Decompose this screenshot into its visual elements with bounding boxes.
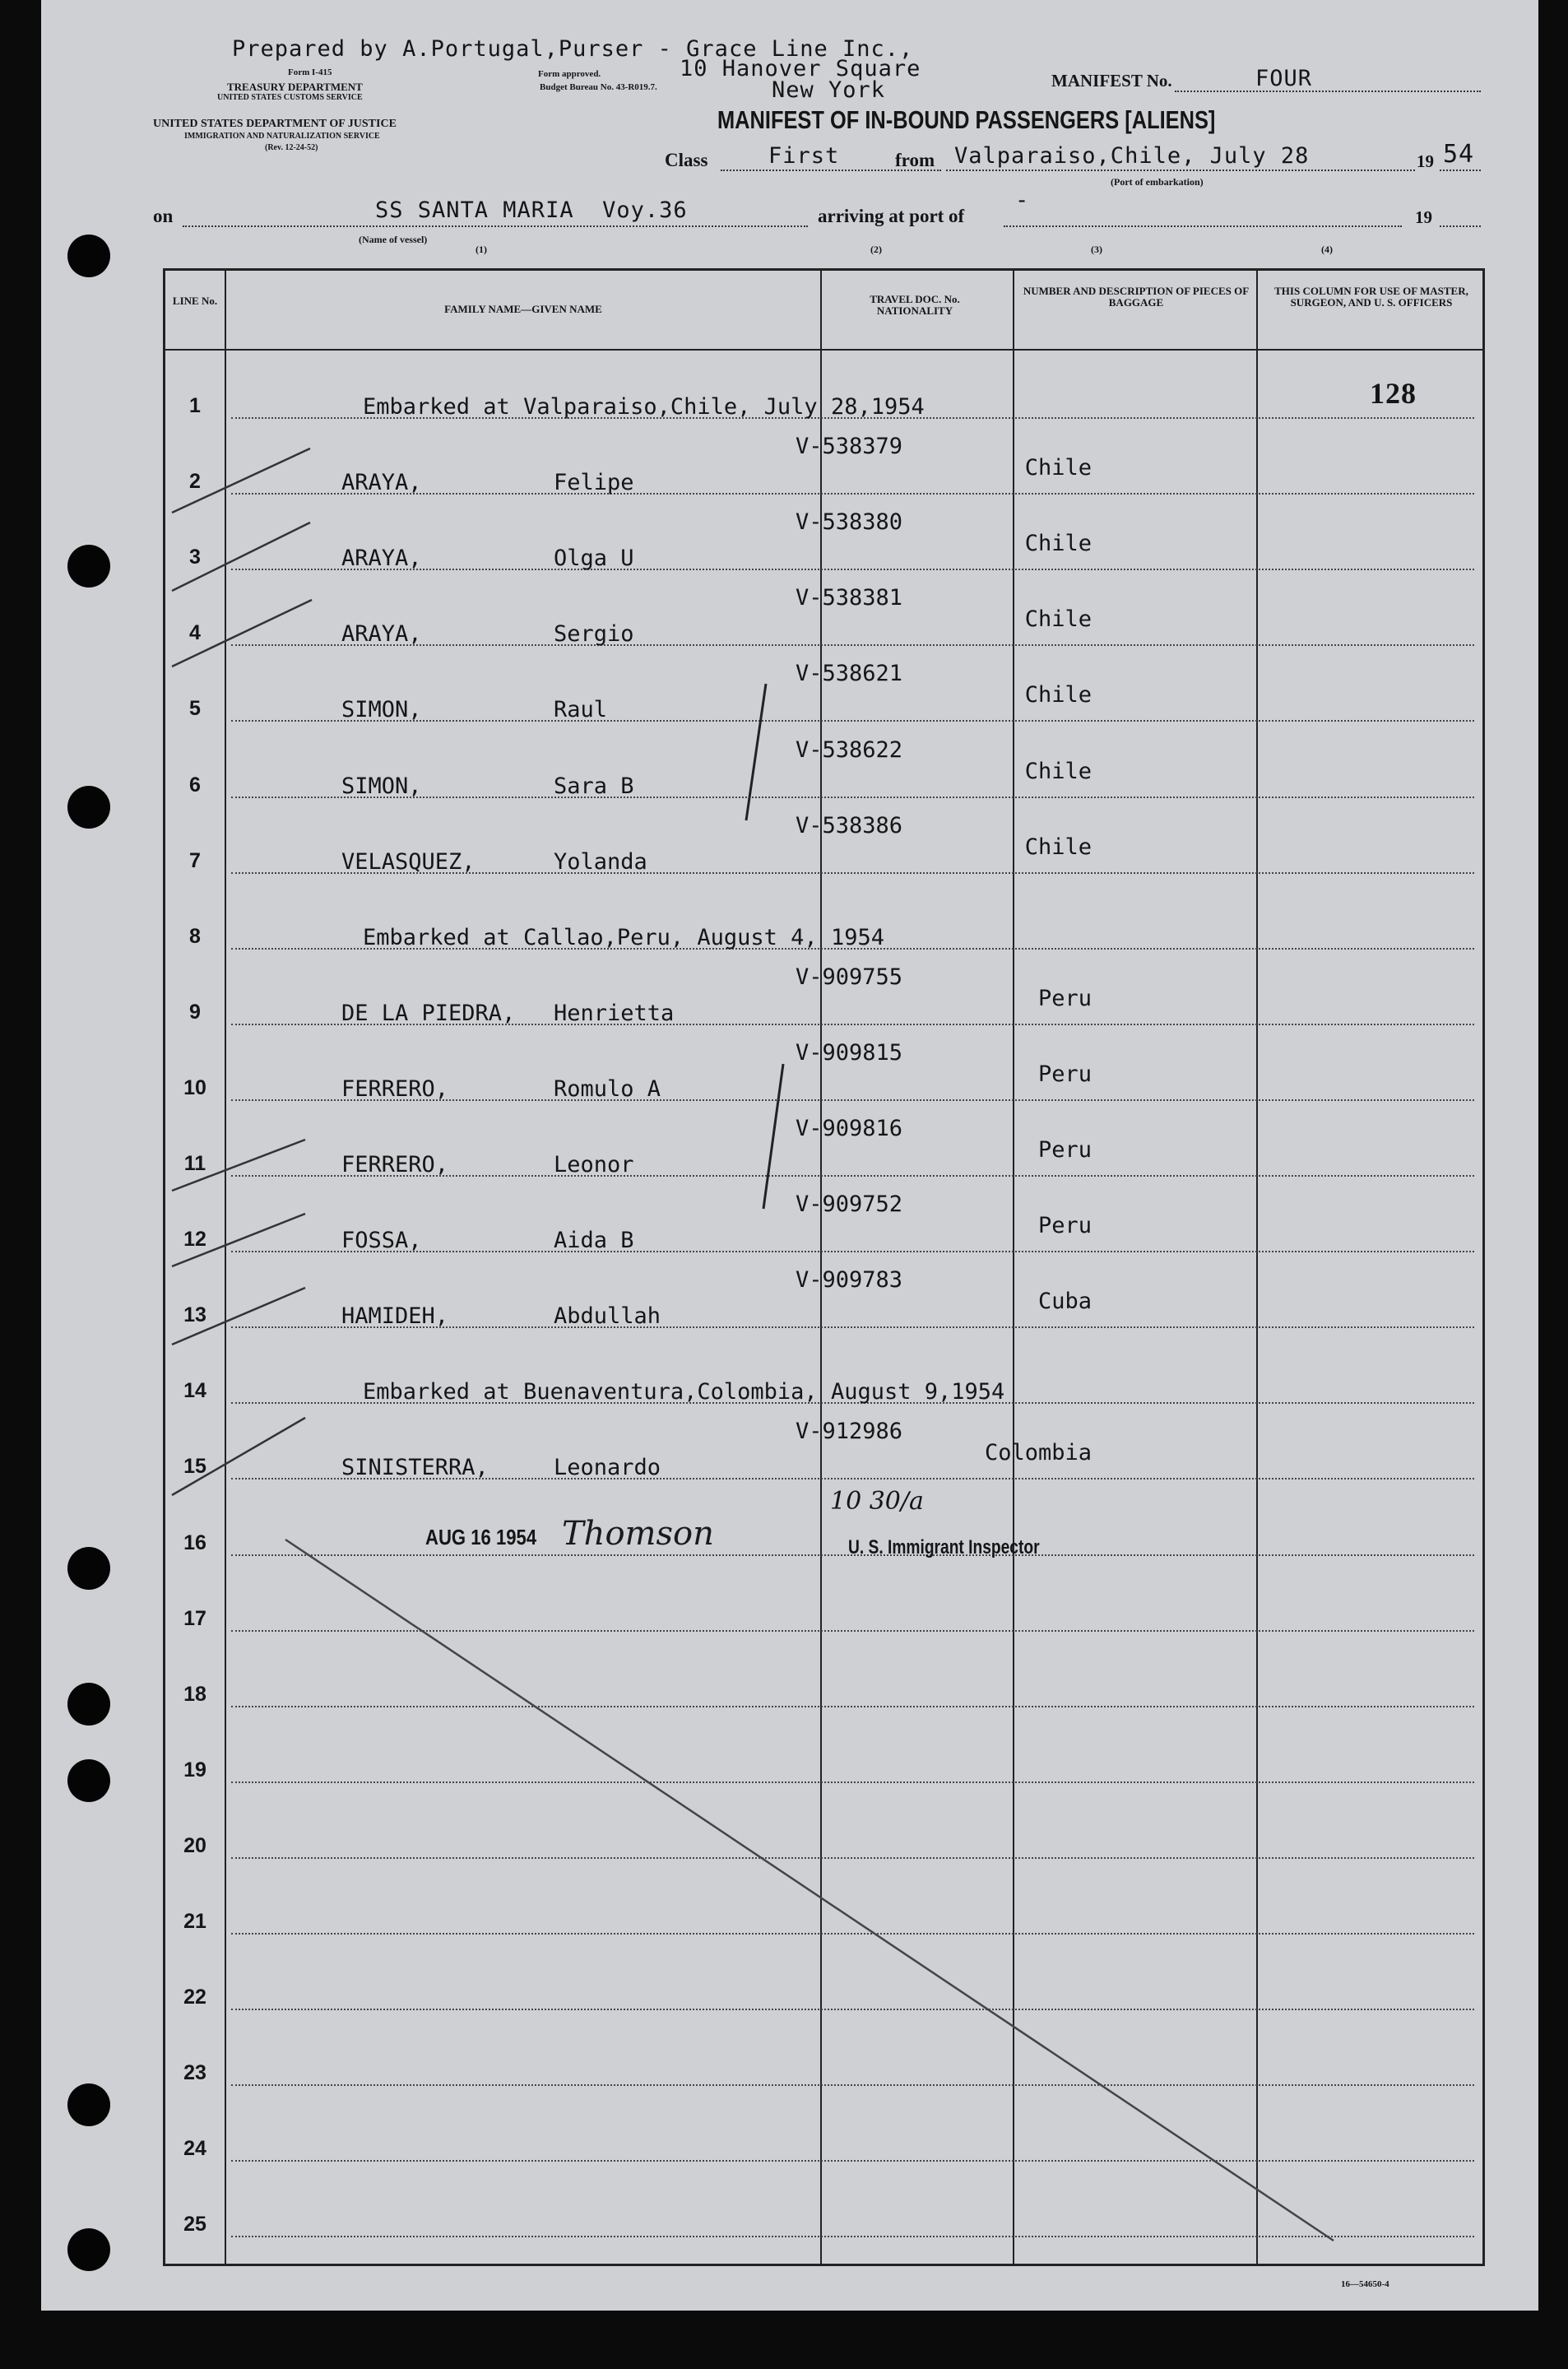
line-number: 18 <box>183 1682 206 1706</box>
nationality: Chile <box>1024 834 1092 860</box>
handwritten-marks <box>165 271 1482 2264</box>
justice-dept: UNITED STATES DEPARTMENT OF JUSTICE <box>153 118 397 130</box>
family-name: FOSSA, <box>341 1228 422 1254</box>
line-number: 14 <box>183 1379 206 1403</box>
line-number: 20 <box>183 1833 206 1857</box>
family-name: ARAYA, <box>341 621 422 648</box>
family-name: ARAYA, <box>341 546 422 572</box>
given-name: Henrietta <box>554 1000 675 1026</box>
arrival-date-stamp: AUG 16 1954 <box>425 1525 537 1549</box>
line-number: 6 <box>189 773 201 797</box>
embarkation-note: Embarked at Valparaiso,Chile, July 28,1954 <box>363 394 925 420</box>
line-number: 21 <box>183 1910 206 1933</box>
travel-doc-number: V-538386 <box>796 812 903 838</box>
nationality: Colombia <box>984 1440 1092 1466</box>
family-name: ARAYA, <box>341 470 422 496</box>
nationality: Chile <box>1024 455 1092 481</box>
passenger-table <box>163 268 1485 2266</box>
nationality: Chile <box>1024 758 1092 784</box>
nationality: Peru <box>1037 1061 1092 1087</box>
embarkation-note: Embarked at Callao,Peru, August 4, 1954 <box>363 924 884 950</box>
port-embark-caption: (Port of embarkation) <box>1111 176 1204 188</box>
given-name: Leonardo <box>554 1455 661 1481</box>
travel-doc-number: V-538622 <box>796 736 903 763</box>
travel-doc-number: V-538621 <box>796 661 903 687</box>
line-number: 9 <box>189 1000 201 1024</box>
col-header-name: FAMILY NAME—GIVEN NAME <box>444 303 602 315</box>
given-name: Yolanda <box>554 848 647 875</box>
arrival-year-prefix: 19 <box>1415 207 1432 227</box>
on-label: on <box>153 206 174 226</box>
travel-doc-number: V-909816 <box>796 1116 903 1141</box>
family-name: VELASQUEZ, <box>341 848 476 875</box>
line-number: 13 <box>183 1303 206 1327</box>
line-number: 16 <box>183 1531 206 1554</box>
given-name: Leonor <box>554 1152 634 1178</box>
manifest-title: MANIFEST OF IN-BOUND PASSENGERS [ALIENS] <box>717 105 1216 134</box>
line-number: 17 <box>183 1606 206 1630</box>
inspector-title: U. S. Immigrant Inspector <box>848 1536 1040 1558</box>
nationality: Peru <box>1037 1137 1092 1163</box>
vessel-name: SS SANTA MARIA Voy.36 <box>375 197 688 223</box>
line-number: 8 <box>189 924 201 948</box>
manifest-no-label: MANIFEST No. <box>1051 71 1172 91</box>
line-number: 4 <box>189 621 201 645</box>
line-number: 10 <box>183 1075 206 1099</box>
given-name: Romulo A <box>554 1075 661 1102</box>
punch-hole <box>67 235 110 277</box>
given-name: Sergio <box>554 621 634 648</box>
punch-hole <box>67 786 110 829</box>
manifest-number: FOUR <box>1255 66 1313 91</box>
col-num-1: (1) <box>476 244 487 255</box>
vessel-caption: (Name of vessel) <box>359 234 428 245</box>
travel-doc-number: V-538379 <box>796 434 903 460</box>
travel-doc-number: V-912986 <box>796 1419 903 1445</box>
family-name: SINISTERRA, <box>341 1455 489 1481</box>
nationality: Chile <box>1024 606 1092 633</box>
family-name: FERRERO, <box>341 1075 449 1102</box>
footer-code: 16—54650-4 <box>1341 2279 1389 2289</box>
revision: (Rev. 12-24-52) <box>265 143 318 152</box>
inspector-signature: Thomson <box>562 1515 714 1553</box>
punch-hole <box>67 1683 110 1726</box>
budget-bureau: Budget Bureau No. 43-R019.7. <box>540 82 657 92</box>
travel-doc-number: V-538381 <box>796 585 903 611</box>
nationality: Cuba <box>1037 1289 1092 1315</box>
line-number: 7 <box>189 848 201 872</box>
col-header-baggage: NUMBER AND DESCRIPTION OF PIECES OF BAGGAGE <box>1023 285 1250 309</box>
line-number: 25 <box>183 2213 206 2237</box>
family-name: SIMON, <box>341 773 422 799</box>
line-number: 24 <box>183 2137 206 2161</box>
nationality: Chile <box>1024 531 1092 557</box>
line-number: 12 <box>183 1228 206 1252</box>
col-header-travel-doc: TRAVEL DOC. No. NATIONALITY <box>870 293 960 317</box>
given-name: Aida B <box>554 1228 634 1254</box>
manifest-page <box>41 0 1538 2311</box>
travel-doc-number: V-909752 <box>796 1191 903 1218</box>
col-num-2: (2) <box>870 244 882 255</box>
nationality: Peru <box>1037 1213 1092 1239</box>
given-name: Felipe <box>554 470 634 496</box>
travel-doc-number: V-909783 <box>796 1267 903 1294</box>
customs-service: UNITED STATES CUSTOMS SERVICE <box>217 93 363 102</box>
nationality: Peru <box>1037 985 1092 1011</box>
punch-hole <box>67 545 110 588</box>
family-name: HAMIDEH, <box>341 1303 449 1330</box>
given-name: Raul <box>554 697 608 723</box>
line-number: 3 <box>189 546 201 569</box>
travel-doc-number: V-909815 <box>796 1039 903 1066</box>
given-name: Olga U <box>554 546 634 572</box>
address-line2: New York <box>772 77 886 103</box>
line-number: 11 <box>183 1152 206 1175</box>
year-value: 54 <box>1443 140 1475 169</box>
line-number: 2 <box>189 470 201 494</box>
punch-hole <box>67 2083 110 2126</box>
line-number: 1 <box>189 394 201 417</box>
arriving-label: arriving at port of <box>818 206 965 226</box>
form-approved: Form approved. <box>538 69 601 79</box>
col-num-3: (3) <box>1091 244 1102 255</box>
treasury-dept: TREASURY DEPARTMENT <box>227 81 363 93</box>
class-label: Class <box>665 150 708 170</box>
prepared-by-line: Prepared by A.Portugal,Purser - Grace Line Inc., <box>232 36 914 62</box>
ins-service: IMMIGRATION AND NATURALIZATION SERVICE <box>184 132 380 141</box>
year-prefix: 19 <box>1417 151 1434 171</box>
family-name: FERRERO, <box>341 1152 449 1178</box>
punch-hole <box>67 2228 110 2271</box>
from-value: Valparaiso,Chile, July 28 <box>954 143 1310 169</box>
travel-doc-number: V-909755 <box>796 964 903 990</box>
line-number: 23 <box>183 2061 206 2085</box>
punch-hole <box>67 1547 110 1590</box>
inspection-time: 10 30/a <box>830 1487 924 1516</box>
embarkation-note: Embarked at Buenaventura,Colombia, August 9,1954 <box>363 1379 1005 1405</box>
col-num-4: (4) <box>1321 244 1333 255</box>
line-number: 19 <box>183 1758 206 1781</box>
nationality: Chile <box>1024 682 1092 708</box>
line-number: 22 <box>183 1986 206 2009</box>
family-name: SIMON, <box>341 697 422 723</box>
form-number: Form I-415 <box>288 67 332 77</box>
arriving-value: - <box>1015 188 1030 213</box>
given-name: Sara B <box>554 773 634 799</box>
punch-hole <box>67 1759 110 1802</box>
officer-count-128: 128 <box>1370 377 1417 410</box>
travel-doc-number: V-538380 <box>796 509 903 536</box>
address-line1: 10 Hanover Square <box>680 56 921 81</box>
class-value: First <box>768 143 840 169</box>
from-label: from <box>895 150 935 170</box>
col-header-officers: THIS COLUMN FOR USE OF MASTER, SURGEON, AND U. S. OFFICERS <box>1274 285 1468 309</box>
family-name: DE LA PIEDRA, <box>341 1000 516 1026</box>
col-header-line-no: LINE No. <box>172 295 218 307</box>
line-number: 5 <box>189 697 201 721</box>
line-number: 15 <box>183 1455 206 1479</box>
given-name: Abdullah <box>554 1303 661 1330</box>
